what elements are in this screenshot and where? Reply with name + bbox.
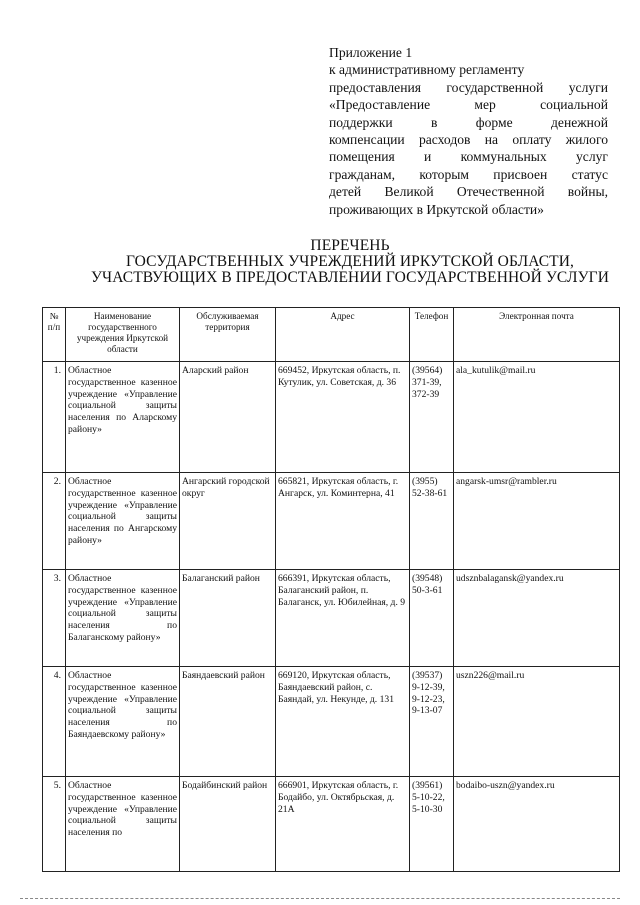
row-phone: (39564) 371-39, 372-39 [410,362,454,473]
row-territory: Ангарский городской округ [180,473,276,570]
appendix-line: гражданам, которым присвоен статус [329,166,608,182]
row-num: 2. [43,473,66,570]
header-email: Электронная почта [454,308,620,362]
appendix-line: проживающих в Иркутской области» [329,201,544,217]
row-address: 669452, Иркутская область, п. Кутулик, ул. Советская, д. 36 [276,362,410,473]
table-row [43,362,620,473]
title-line: ГОСУДАРСТВЕННЫХ УЧРЕЖДЕНИЙ ИРКУТСКОЙ ОБЛАСТИ, [125,253,575,271]
table-row [43,777,620,872]
appendix-header [329,44,608,218]
row-email: bodaibo-uszn@yandex.ru [454,777,620,872]
title-line: ПЕРЕЧЕНЬ [310,237,390,254]
header-territory: Обслуживаемая территория [180,308,276,362]
institutions-table [42,307,620,872]
header-address: Адрес [276,308,410,362]
header-num: № п/п [43,308,66,362]
document-title [40,238,640,287]
row-phone: (3955) 52-38-61 [410,473,454,570]
table-row [43,570,620,667]
row-num: 5. [43,777,66,872]
appendix-line: предоставления государственной услуги [329,79,608,95]
row-phone: (39561) 5-10-22, 5-10-30 [410,777,454,872]
table-row [43,473,620,570]
header-name: Наименование государственного учреждения Иркутской области [66,308,180,362]
row-num: 1. [43,362,66,473]
row-num: 3. [43,570,66,667]
row-name: Областное государственное казенное учреждение «Управление социальной защиты населения по Балаганскому району» [66,570,180,667]
row-address: 666901, Иркутская область, г. Бодайбо, ул. Октябрьская, д. 21А [276,777,410,872]
row-name: Областное государственное казенное учреждение «Управление социальной защиты населения по Ангарскому району» [66,473,180,570]
row-territory: Бодайбинский район [180,777,276,872]
appendix-line: поддержки в форме денежной [329,114,608,130]
appendix-line: Приложение 1 [329,45,413,60]
appendix-line: помещения и коммунальных услуг [329,149,608,165]
row-num: 4. [43,667,66,777]
row-address: 665821, Иркутская область, г. Ангарск, ул. Коминтерна, 41 [276,473,410,570]
row-phone: (39537) 9-12-39, 9-12-23, 9-13-07 [410,667,454,777]
row-territory: Баяндаевский район [180,667,276,777]
title-line: УЧАСТВУЮЩИХ В ПРЕДОСТАВЛЕНИИ ГОСУДАРСТВЕННОЙ УСЛУГИ [90,269,610,287]
appendix-line: компенсации расходов на оплату жилого [329,132,608,148]
row-address: 666391, Иркутская область, Балаганский район, п. Балаганск, ул. Юбилейная, д. 9 [276,570,410,667]
row-territory: Аларский район [180,362,276,473]
row-email: udsznbalagansk@yandex.ru [454,570,620,667]
row-name: Областное государственное казенное учреждение «Управление социальной защиты населения по [66,777,180,872]
appendix-line: «Предоставление мер социальной [329,97,608,113]
row-name: Областное государственное казенное учреждение «Управление социальной защиты населения по Баяндаевскому району» [66,667,180,777]
table-header-row [43,308,620,362]
row-territory: Балаганский район [180,570,276,667]
row-phone: (39548) 50-3-61 [410,570,454,667]
row-email: ala_kutulik@mail.ru [454,362,620,473]
row-email: uszn226@mail.ru [454,667,620,777]
row-name: Областное государственное казенное учреждение «Управление социальной защиты населения по Аларскому району» [66,362,180,473]
scan-edge-line [20,898,620,900]
appendix-line: к административному регламенту [329,62,525,78]
header-phone: Телефон [410,308,454,362]
row-address: 669120, Иркутская область, Баяндаевский район, с. Баяндай, ул. Некунде, д. 131 [276,667,410,777]
table-row [43,667,620,777]
appendix-line: детей Великой Отечественной войны, [329,184,608,200]
row-email: angarsk-umsr@rambler.ru [454,473,620,570]
